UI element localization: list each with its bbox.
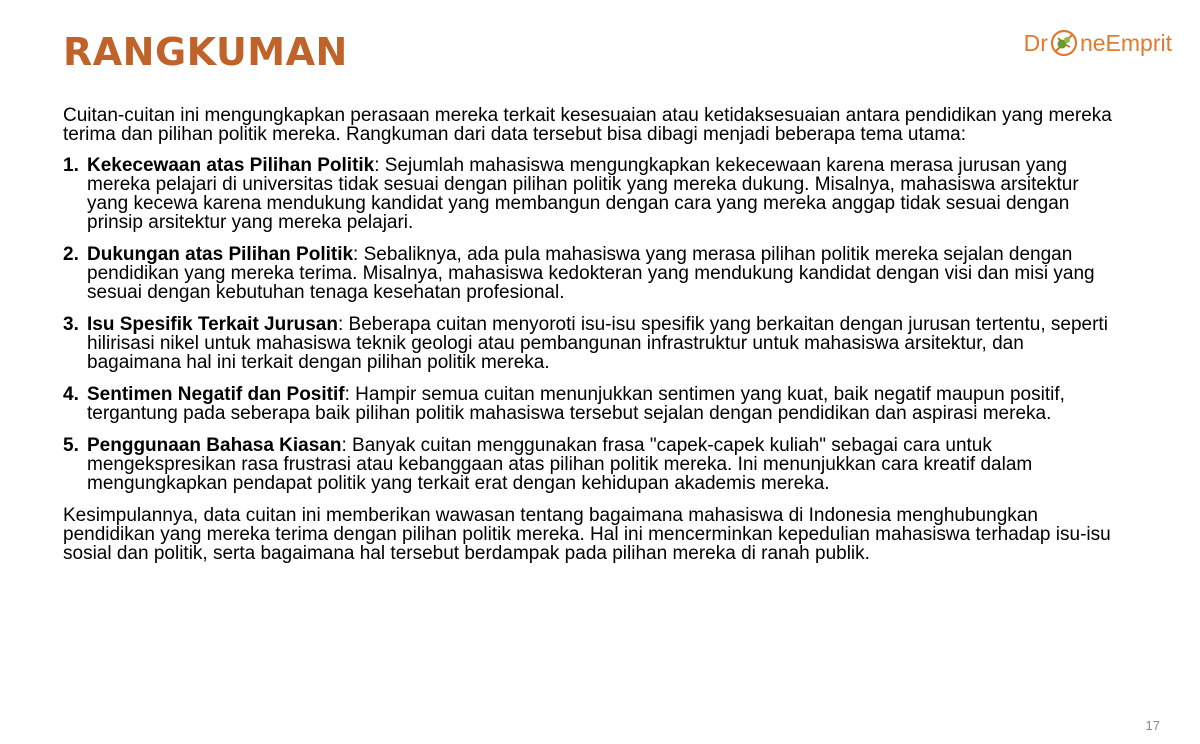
item-heading: Kekecewaan atas Pilihan Politik xyxy=(87,155,375,176)
item-number: 1. xyxy=(63,155,79,176)
list-item xyxy=(63,385,1123,423)
list-item xyxy=(63,436,1123,493)
item-heading: Dukungan atas Pilihan Politik xyxy=(87,244,354,265)
conclusion-paragraph: Kesimpulannya, data cuitan ini memberikan wawasan tentang bagaimana mahasiswa di Indonesia menghubungkan pendidikan yang mereka terima dengan pilihan politik mereka. Hal ini mencerminkan kepedulian mahasiswa terhadap isu-isu sosial dan politik, serta bagaimana hal tersebut berdampak pada pilihan mereka di ranah publik. xyxy=(63,505,1111,564)
page-title: RANGKUMAN xyxy=(63,30,348,74)
item-number: 3. xyxy=(63,314,79,335)
list-item xyxy=(63,245,1123,302)
item-heading: Penggunaan Bahasa Kiasan xyxy=(87,435,342,456)
item-text: : Sebaliknya, ada pula mahasiswa yang merasa pilihan politik mereka sejalan dengan pendidikan yang mereka terima. Misalnya, mahasiswa kedokteran yang mendukung kandidat dengan visi dan misi yang sesuai dengan kebutuhan tenaga kesehatan profesional. xyxy=(87,244,1095,303)
list-item xyxy=(63,315,1123,372)
page-number: 17 xyxy=(1145,718,1160,733)
item-heading: Isu Spesifik Terkait Jurusan xyxy=(87,314,338,335)
item-text: : Hampir semua cuitan menunjukkan sentimen yang kuat, baik negatif maupun positif, tergantung pada seberapa baik pilihan politik mahasiswa tersebut sejalan dengan pendidikan dan aspirasi mereka. xyxy=(87,384,1065,424)
item-number: 5. xyxy=(63,435,79,456)
item-heading: Sentimen Negatif dan Positif xyxy=(87,384,345,405)
drone-emprit-logo xyxy=(1024,28,1172,58)
theme-list xyxy=(63,156,1123,493)
item-number: 4. xyxy=(63,384,79,405)
list-item xyxy=(63,156,1123,232)
drone-icon xyxy=(1049,28,1079,58)
logo-text-prefix: Dr xyxy=(1023,29,1048,56)
item-number: 2. xyxy=(63,244,79,265)
logo-text-suffix: neEmprit xyxy=(1079,29,1172,56)
item-text: : Beberapa cuitan menyoroti isu-isu spesifik yang berkaitan dengan jurusan tertentu, seperti hilirisasi nikel untuk mahasiswa teknik geologi atau pembangunan infrastruktur untuk mahasiswa arsitektur, dan bagaimana hal ini terkait dengan pilihan politik mereka. xyxy=(87,314,1108,373)
intro-paragraph: Cuitan-cuitan ini mengungkapkan perasaan mereka terkait kesesuaian atau ketidaksesuaian antara pendidikan yang mereka terima dan pilihan politik mereka. Rangkuman dari data tersebut bisa dibagi menjadi beberapa tema utama: xyxy=(63,105,1112,145)
summary-content xyxy=(63,106,1123,563)
item-text: : Banyak cuitan menggunakan frasa "capek-capek kuliah" sebagai cara untuk mengekspresikan rasa frustrasi atau kebanggaan atas pilihan politik mereka. Ini menunjukkan cara kreatif dalam mengungkapkan pendapat politik yang terkait erat dengan kehidupan akademis mereka. xyxy=(87,435,1033,494)
item-text: : Sejumlah mahasiswa mengungkapkan kekecewaan karena merasa jurusan yang mereka pelajari di universitas tidak sesuai dengan pilihan politik yang mereka dukung. Misalnya, mahasiswa arsitektur yang kecewa karena mendukung kandidat yang membangun dengan cara yang mereka anggap tidak sesuai dengan prinsip arsitektur yang mereka pelajari. xyxy=(87,155,1079,233)
